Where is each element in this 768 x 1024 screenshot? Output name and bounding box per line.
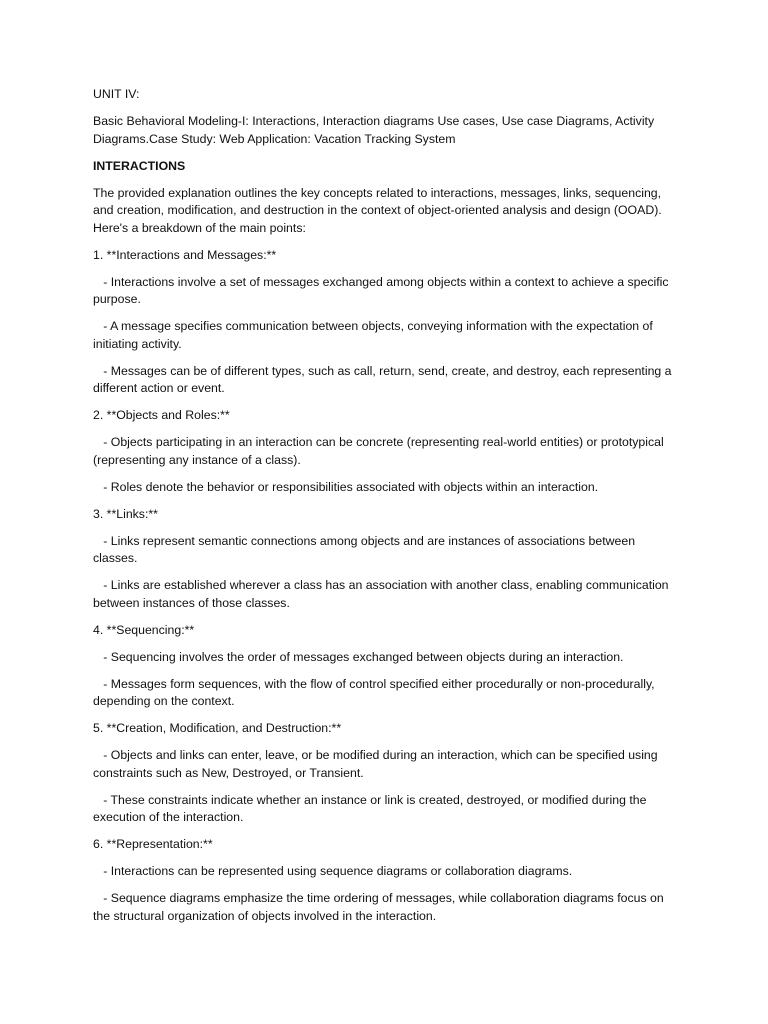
section-heading: 5. **Creation, Modification, and Destruction:** <box>93 721 342 735</box>
bullet-point: - Interactions can be represented using sequence diagrams or collaboration diagrams. <box>103 864 573 878</box>
unit-heading: UNIT IV: <box>93 87 140 101</box>
intro-paragraph: The provided explanation outlines the key concepts related to interactions, messages, links, sequencing, and creation, modification, and destruction in the context of object-oriented analysis and design (OOAD). Here's a breakdown of the main points: <box>93 185 662 235</box>
bullet-point: - Roles denote the behavior or responsibilities associated with objects within an interaction. <box>103 479 599 494</box>
section-title: INTERACTIONS <box>93 158 186 173</box>
bullet-point: - Objects and links can enter, leave, or be modified during an interaction, which can be specified using constraints such as New, Destroyed, or Transient. <box>93 748 658 780</box>
syllabus-text: Basic Behavioral Modeling-I: Interactions, Interaction diagrams Use cases, Use case Diagrams, Activity Diagrams.Case Study: Web Application: Vacation Tracking System <box>93 114 655 146</box>
bullet-point: - Interactions involve a set of messages exchanged among objects within a context to achieve a specific purpose. <box>93 274 669 306</box>
bullet-point: - A message specifies communication between objects, conveying information with the expectation of initiating activity. <box>93 319 653 351</box>
section-heading: 3. **Links:** <box>93 506 158 521</box>
bullet-point: - Sequencing involves the order of messages exchanged between objects during an interaction. <box>103 649 624 664</box>
section-heading: 4. **Sequencing:** <box>93 622 195 637</box>
bullet-point: - Messages can be of different types, such as call, return, send, create, and destroy, each representing a different action or event. <box>93 363 672 395</box>
section-heading: 1. **Interactions and Messages:** <box>93 247 277 262</box>
section-heading: 2. **Objects and Roles:** <box>93 408 230 422</box>
bullet-point: - Links are established wherever a class has an association with another class, enabling communication between instances of those classes. <box>93 578 669 610</box>
bullet-point: - Links represent semantic connections among objects and are instances of associations between classes. <box>93 533 636 565</box>
bullet-point: - Sequence diagrams emphasize the time ordering of messages, while collaboration diagrams focus on the structural organization of objects involved in the interaction. <box>93 891 664 923</box>
bullet-point: - Messages form sequences, with the flow of control specified either procedurally or non-procedurally, depending on the context. <box>93 676 655 708</box>
section-heading: 6. **Representation:** <box>93 837 213 851</box>
bullet-point: - Objects participating in an interaction can be concrete (representing real-world entities) or prototypical (representing any instance of a class). <box>93 435 664 467</box>
bullet-point: - These constraints indicate whether an instance or link is created, destroyed, or modified during the execution of the interaction. <box>93 792 647 824</box>
